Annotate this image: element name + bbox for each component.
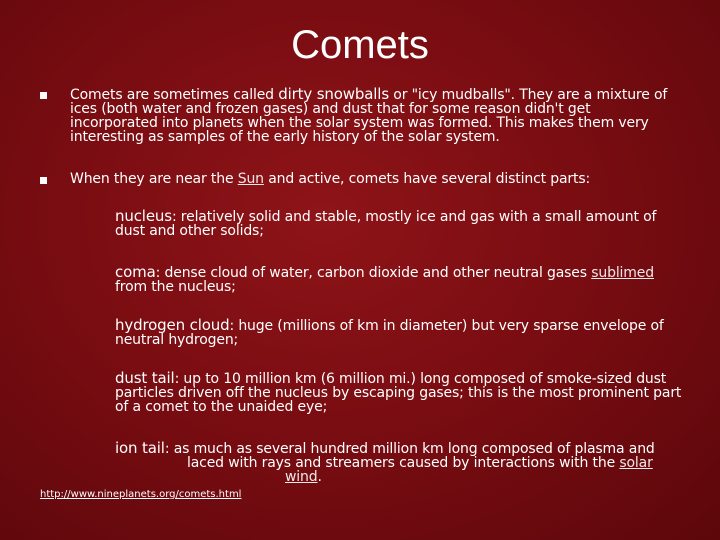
- part-coma: [115, 265, 685, 294]
- sublimed-link[interactable]: sublimed: [591, 265, 654, 281]
- part-desc: from the nucleus;: [115, 279, 236, 295]
- square-bullet-icon: [40, 92, 47, 99]
- source-link[interactable]: http://www.nineplanets.org/comets.html: [40, 489, 242, 500]
- part-term: ion tail: [115, 439, 165, 457]
- part-desc: : relatively solid and stable, mostly ice and gas with a small amount of dust and other solids;: [115, 209, 657, 239]
- solar-wind-link[interactable]: solar: [619, 455, 653, 471]
- part-desc: laced with rays and streamers caused by interactions with the: [187, 455, 620, 471]
- term-dirty-snowballs: dirty snowballs: [278, 85, 389, 103]
- solar-wind-link[interactable]: wind: [285, 469, 318, 485]
- part-desc: : huge (millions of km in diameter) but very sparse envelope of neutral hydrogen;: [115, 318, 664, 348]
- part-desc: .: [317, 469, 322, 485]
- part-desc: : as much as several hundred million km long composed of plasma and: [164, 441, 655, 457]
- part-term: nucleus: [115, 207, 172, 225]
- part-hydrogen-cloud: [115, 318, 685, 347]
- part-desc: : dense cloud of water, carbon dioxide and other neutral gases: [155, 265, 592, 281]
- part-ion-tail: [115, 441, 685, 484]
- bullet-item: [40, 172, 680, 186]
- bullet-text: Comets are sometimes called dirty snowballs or "icy mudballs". They are a mixture of ices (both water and frozen gases) and dust that for some reason didn't get incorporated into planets when the solar system was formed. This makes them very interesting as samples of the early history of the solar system.: [70, 85, 668, 145]
- part-nucleus: [115, 209, 685, 238]
- square-bullet-icon: [40, 177, 47, 184]
- sun-link[interactable]: Sun: [237, 171, 264, 187]
- part-term: coma: [115, 263, 156, 281]
- part-term: dust tail: [115, 369, 175, 387]
- slide-title: Comets: [291, 23, 429, 67]
- bullet-text: When they are near the Sun and active, comets have several distinct parts:: [70, 171, 591, 187]
- bullet-item: [40, 87, 680, 144]
- part-dust-tail: [115, 371, 685, 414]
- part-term: hydrogen cloud: [115, 316, 230, 334]
- part-desc: : up to 10 million km (6 million mi.) long composed of smoke-sized dust particles driven off the nucleus by escaping gases; this is the most prominent part of a comet to the unaided eye;: [115, 371, 682, 415]
